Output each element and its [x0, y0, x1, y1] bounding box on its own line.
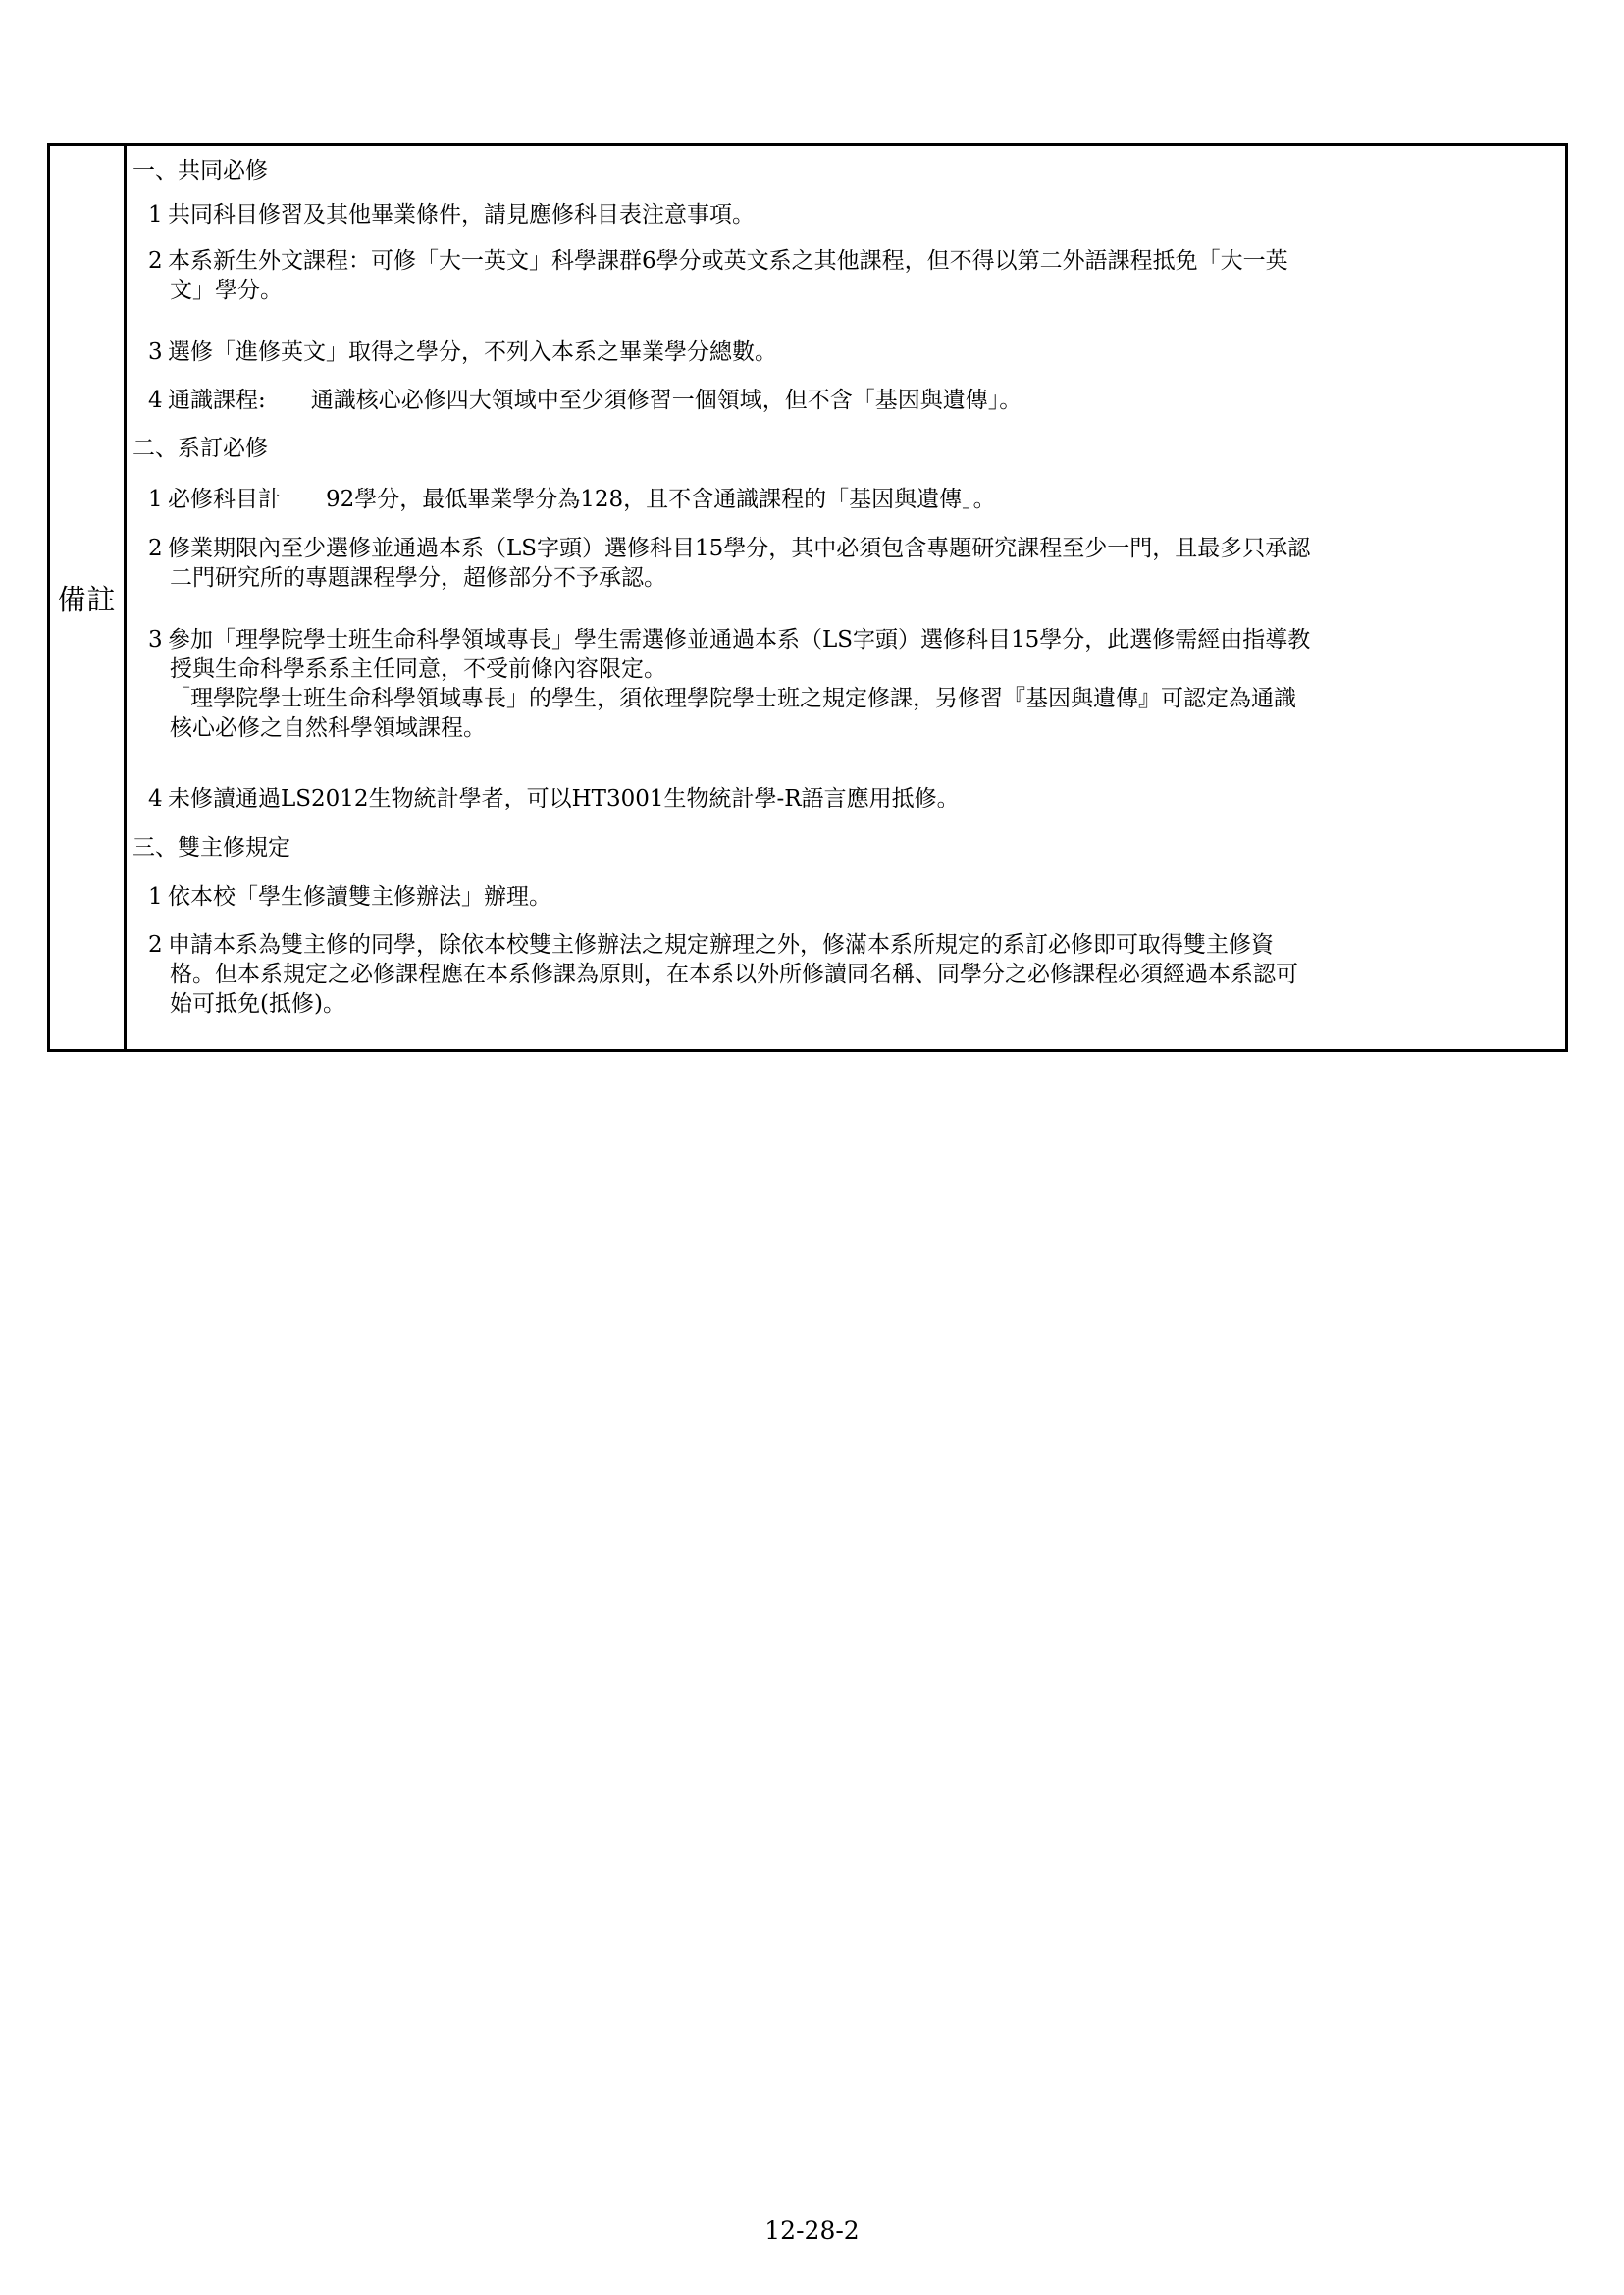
note-item-number: 4 — [148, 388, 163, 413]
note-item-line: 「理學院學士班生命科學領域專長」的學生，須依理學院學士班之規定修課，另修習『基因與遺傳』可認定為通識 — [168, 686, 1296, 711]
note-item-line: 授與生命科學系系主任同意，不受前條內容限定。 — [170, 656, 666, 682]
note-item-line: 核心必修之自然科學領域課程。 — [170, 715, 486, 741]
note-item-line: 格。但本系規定之必修課程應在本系修課為原則，在本系以外所修讀同名稱、同學分之必修課程必須經過本系認可 — [170, 962, 1298, 987]
note-item-line: 必修科目計 92學分，最低畢業學分為128，且不含通識課程的「基因與遺傳」。 — [168, 487, 996, 512]
note-item-line: 選修「進修英文」取得之學分，不列入本系之畢業學分總數。 — [168, 339, 777, 365]
note-item-dept-1 — [148, 485, 1561, 514]
note-item-line: 申請本系為雙主修的同學，除依本校雙主修辦法之規定辦理之外，修滿本系所規定的系訂必修即可取得雙主修資 — [168, 932, 1274, 958]
note-item-common-1 — [148, 200, 1561, 230]
note-item-line: 共同科目修習及其他畢業條件，請見應修科目表注意事項。 — [168, 202, 755, 228]
note-item-line: 始可抵免(抵修)。 — [170, 991, 345, 1017]
note-item-number: 2 — [148, 248, 163, 274]
remarks-table — [47, 143, 1568, 1052]
note-item-common-2 — [148, 246, 1561, 305]
page-number: 12-28-2 — [764, 2217, 860, 2245]
note-item-double-major-2 — [148, 930, 1561, 1018]
note-item-double-major-1 — [148, 882, 1561, 912]
note-item-number: 3 — [148, 627, 163, 652]
note-item-line: 參加「理學院學士班生命科學領域專長」學生需選修並通過本系（LS字頭）選修科目15學分，此選修需經由指導教 — [168, 627, 1311, 652]
note-item-dept-2 — [148, 534, 1561, 593]
note-item-line: 通識課程: 通識核心必修四大領域中至少須修習一個領域，但不含「基因與遺傳」。 — [168, 388, 1022, 413]
note-item-dept-4 — [148, 784, 1561, 813]
note-item-number: 1 — [148, 487, 163, 512]
note-item-common-3 — [148, 338, 1561, 367]
note-item-common-4 — [148, 386, 1561, 415]
note-item-line: 依本校「學生修讀雙主修辦法」辦理。 — [168, 884, 551, 910]
note-item-line: 文」學分。 — [170, 278, 283, 303]
note-item-line: 修業期限內至少選修並通過本系（LS字頭）選修科目15學分，其中必須包含專題研究課程至少一門，且最多只承認 — [168, 536, 1311, 561]
note-item-line: 未修讀通過LS2012生物統計學者，可以HT3001生物統計學-R語言應用抵修。 — [168, 786, 960, 811]
note-item-line: 二門研究所的專題課程學分，超修部分不予承認。 — [170, 565, 666, 591]
section-heading-common-required: 一、共同必修 — [132, 158, 268, 183]
note-item-number: 4 — [148, 786, 163, 811]
remarks-label: 備註 — [50, 146, 127, 1049]
note-item-dept-3 — [148, 625, 1561, 743]
note-item-number: 2 — [148, 932, 163, 958]
note-item-number: 1 — [148, 202, 163, 228]
section-heading-dept-required: 二、系訂必修 — [132, 436, 268, 461]
remarks-content — [127, 146, 1565, 1049]
note-item-line: 本系新生外文課程：可修「大一英文」科學課群6學分或英文系之其他課程，但不得以第二外語課程抵免「大一英 — [168, 248, 1288, 274]
note-item-number: 3 — [148, 339, 163, 365]
note-item-number: 2 — [148, 536, 163, 561]
note-item-number: 1 — [148, 884, 163, 910]
section-heading-double-major: 三、雙主修規定 — [132, 835, 290, 861]
